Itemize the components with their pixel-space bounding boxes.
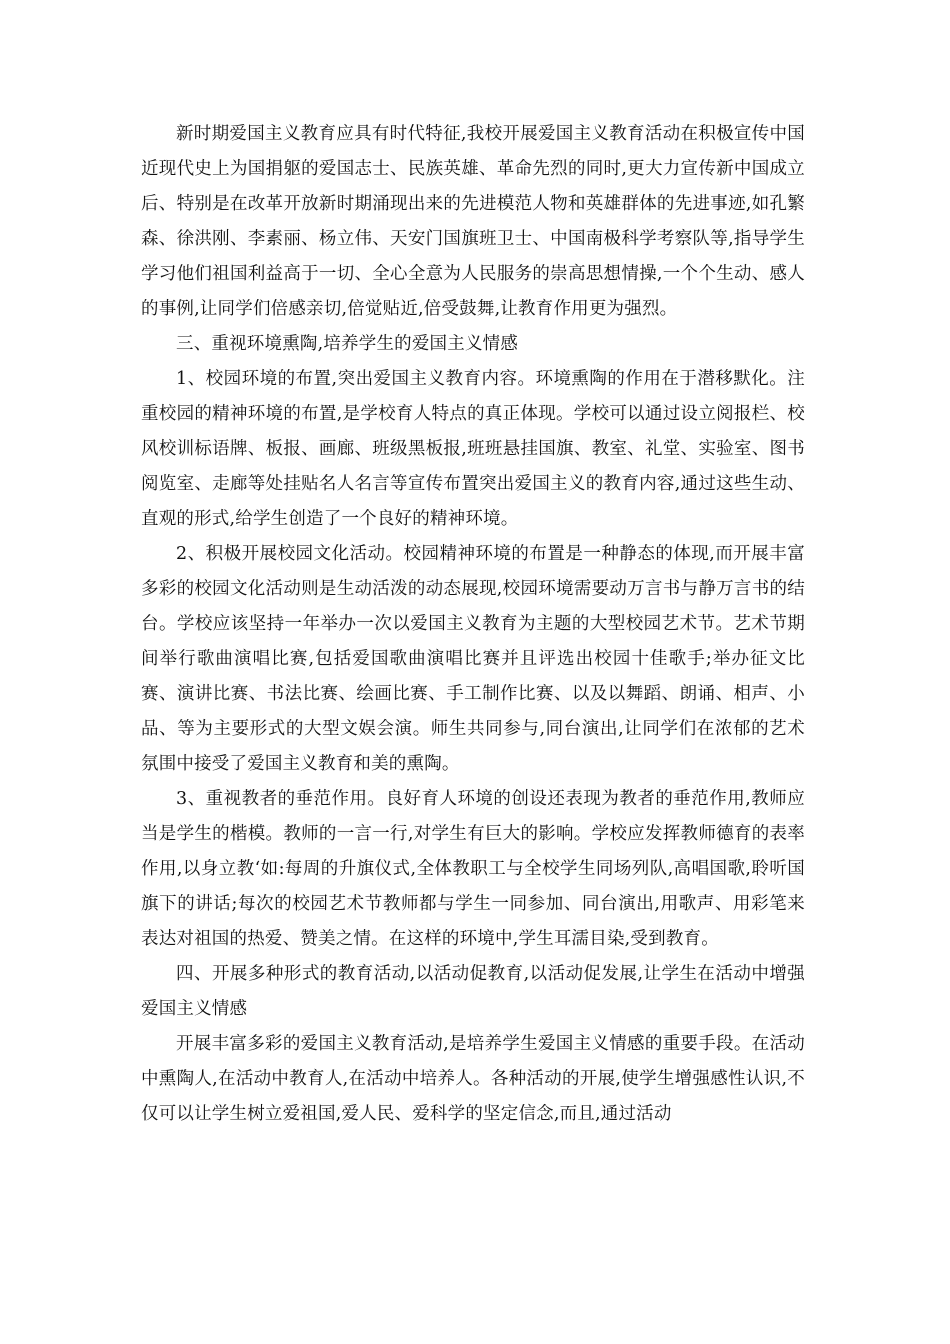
paragraph-campus-culture: 2、积极开展校园文化活动。校园精神环境的布置是一种静态的体现,而开展丰富多彩的校园文化活动则是生动活泼的动态展现,校园环境需要动万言书与静万言书的结台。学校应该坚持一年举办一次以爱国主义教育为主题的大型校园艺术节。艺术节期间举行歌曲演唱比赛,包括爱国歌曲演唱比赛并且评选出校园十佳歌手;举办征文比赛、演讲比赛、书法比赛、绘画比赛、手工制作比赛、以及以舞蹈、朗诵、相声、小品、等为主要形式的大型文娱会演。师生共同参与,同台演出,让同学们在浓郁的艺术氛围中接受了爱国主义教育和美的熏陶。: [141, 544, 805, 774]
document-page: [141, 117, 805, 1132]
section-heading-three: 三、重视环境熏陶,培养学生的爱国主义情感: [176, 334, 519, 354]
section-heading-four: 四、开展多种形式的教育活动,以活动促教育,以活动促发展,让学生在活动中增强爱国主义情感: [141, 964, 805, 1019]
paragraph-teacher-example: 3、重视教者的垂范作用。良好育人环境的创设还表现为教者的垂范作用,教师应当是学生的楷模。教师的一言一行,对学生有巨大的影响。学校应发挥教师德育的表率作用,以身立教‘如:每周的升旗仪式,全体教职工与全校学生同场列队,高唱国歌,聆听国旗下的讲话;每次的校园艺术节教师都与学生一同参加、同台演出,用歌声、用彩笔来表达对祖国的热爱、赞美之情。在这样的环境中,学生耳濡目染,受到教育。: [141, 789, 805, 949]
paragraph-activities: 开展丰富多彩的爱国主义教育活动,是培养学生爱国主义情感的重要手段。在活动中熏陶人,在活动中教育人,在活动中培养人。各种活动的开展,使学生增强感性认识,不仅可以让学生树立爱祖国,爱人民、爱科学的坚定信念,而且,通过活动: [141, 1034, 805, 1124]
paragraph-era-characteristics: 新时期爱国主义教育应具有时代特征,我校开展爱国主义教育活动在积极宣传中国近现代史上为国捐躯的爱国志士、民族英雄、革命先烈的同时,更大力宣传新中国成立后、特别是在改革开放新时期涌现出来的先进模范人物和英雄群体的先进事迹,如孔繁森、徐洪刚、李素丽、杨立伟、天安门国旗班卫士、中国南极科学考察队等,指导学生学习他们祖国利益高于一切、全心全意为人民服务的崇高思想情操,一个个生动、感人的事例,让同学们倍感亲切,倍觉贴近,倍受鼓舞,让教育作用更为强烈。: [141, 124, 805, 319]
paragraph-campus-environment: 1、校园环境的布置,突出爱国主义教育内容。环境熏陶的作用在于潜移默化。注重校园的精神环境的布置,是学校育人特点的真正体现。学校可以通过设立阅报栏、校风校训标语牌、板报、画廊、班级黑板报,班班悬挂国旗、教室、礼堂、实验室、图书阅览室、走廊等处挂贴名人名言等宣传布置突出爱国主义的教育内容,通过这些生动、直观的形式,给学生创造了一个良好的精神环境。: [141, 369, 805, 529]
